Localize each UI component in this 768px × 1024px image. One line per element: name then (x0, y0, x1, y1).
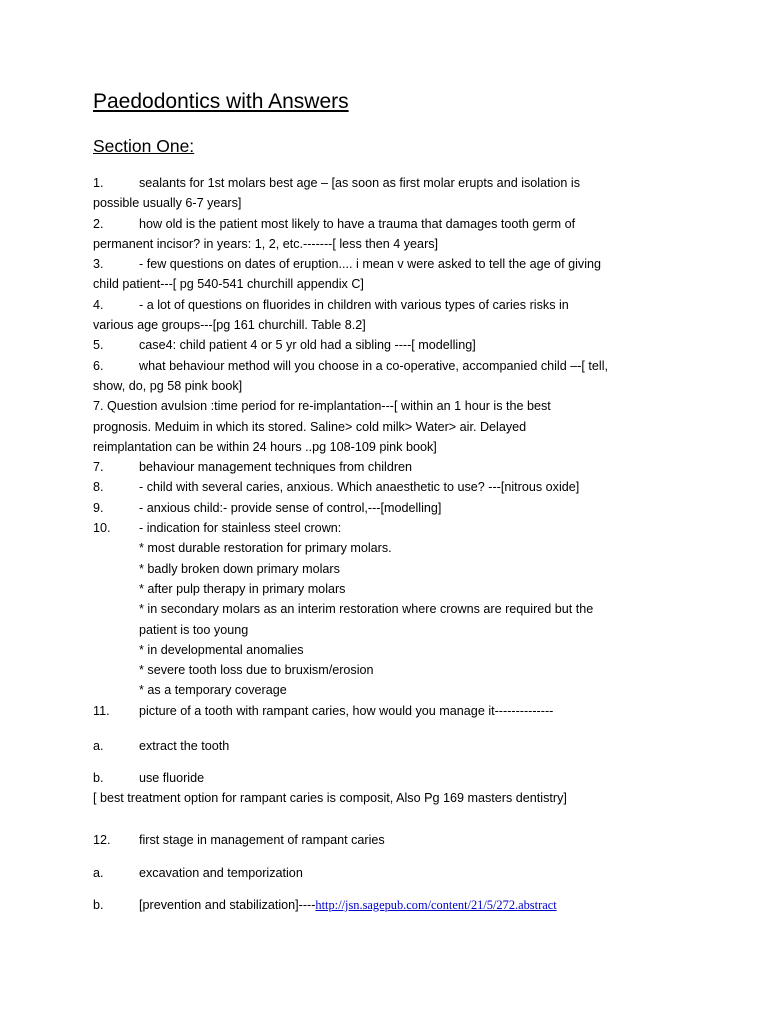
item-number: 1. (93, 176, 104, 190)
bullet-item-continuation (93, 620, 683, 640)
item-text: prognosis. Meduim in which its stored. Saline> cold milk> Water> air. Delayed (93, 419, 527, 434)
item-number: 5. (93, 338, 104, 353)
bullet-item (93, 660, 683, 680)
option-letter: a. (93, 739, 104, 753)
list-item (93, 498, 683, 518)
list-item-continuation (93, 376, 683, 396)
item-number: 9. (93, 500, 104, 515)
item-text: show, do, pg 58 pink book] (93, 378, 243, 393)
option-answer: [prevention and stabilization]---- (139, 898, 316, 912)
list-item (93, 295, 683, 315)
list-item-continuation (93, 193, 683, 213)
item-text: child patient---[ pg 540-541 churchill appendix C] (93, 277, 364, 292)
bullet-text: * after pulp therapy in primary molars (139, 581, 346, 596)
bullet-text: * in secondary molars as an interim restoration where crowns are required but the (139, 602, 594, 617)
item-text: how old is the patient most likely to have a trauma that damages tooth germ of (139, 216, 576, 231)
bullet-text: * badly broken down primary molars (139, 561, 340, 576)
option-text (139, 895, 557, 915)
item-number: 8. (93, 480, 104, 495)
list-item (93, 518, 683, 538)
option-letter: b. (93, 771, 104, 785)
option-item (93, 895, 683, 915)
bullet-text: * most durable restoration for primary molars. (139, 541, 392, 556)
list-item-continuation (93, 315, 683, 335)
option-text: extract the tooth (139, 739, 230, 753)
list-item (93, 335, 683, 355)
item-number: 6. (93, 358, 104, 373)
bullet-item (93, 599, 683, 619)
item-text: - anxious child:- provide sense of control,---[modelling] (139, 500, 442, 515)
question-list (93, 173, 683, 721)
bullet-item (93, 559, 683, 579)
item-text: - a lot of questions on fluorides in children with various types of caries risks in (139, 297, 569, 312)
item-text: sealants for 1st molars best age – [as soon as first molar erupts and isolation is (139, 176, 580, 190)
bullet-item (93, 680, 683, 700)
list-item (93, 356, 683, 376)
option-list (93, 736, 683, 756)
item-text: behaviour management techniques from children (139, 460, 413, 475)
list-item-continuation (93, 437, 683, 457)
list-item (93, 173, 683, 193)
bullet-item (93, 640, 683, 660)
option-item (93, 863, 683, 883)
item-text: - child with several caries, anxious. Which anaesthetic to use? ---[nitrous oxide] (139, 480, 580, 495)
answer-text: [ best treatment option for rampant caries is composit, Also Pg 169 masters dentistry] (93, 791, 567, 806)
bullet-text: * as a temporary coverage (139, 683, 287, 698)
item-text: - few questions on dates of eruption.... i mean v were asked to tell the age of giving (139, 257, 602, 272)
list-item (93, 477, 683, 497)
question-list (93, 830, 683, 850)
option-text: use fluoride (139, 771, 205, 785)
bullet-item (93, 579, 683, 599)
section-heading: Section One: (93, 136, 195, 156)
list-item-continuation (93, 417, 683, 437)
list-item (93, 830, 683, 850)
document-title: Paedodontics with Answers (93, 90, 349, 113)
reference-link[interactable]: http://jsn.sagepub.com/content/21/5/272.abstract (315, 898, 557, 912)
list-item (93, 214, 683, 234)
item-number: 4. (93, 297, 104, 312)
list-item (93, 254, 683, 274)
bullet-text: * severe tooth loss due to bruxism/erosion (139, 663, 374, 678)
bullet-item (93, 538, 683, 558)
item-number: 3. (93, 257, 104, 272)
list-item (93, 457, 683, 477)
list-item-continuation (93, 274, 683, 294)
item-text: first stage in management of rampant caries (139, 833, 385, 847)
option-text: excavation and temporization (139, 866, 303, 880)
item-text: picture of a tooth with rampant caries, how would you manage it-------------- (139, 703, 554, 718)
option-list (93, 895, 683, 915)
item-text: 7. Question avulsion :time period for re-implantation---[ within an 1 hour is the best (93, 399, 551, 414)
item-text: permanent incisor? in years: 1, 2, etc.-------[ less then 4 years] (93, 236, 439, 251)
item-text: what behaviour method will you choose in a co-operative, accompanied child –-[ tell, (139, 358, 609, 373)
option-letter: b. (93, 898, 104, 912)
item-text: case4: child patient 4 or 5 yr old had a sibling ----[ modelling] (139, 338, 476, 353)
list-item (93, 396, 683, 416)
bullet-text: patient is too young (139, 622, 249, 637)
item-text: possible usually 6-7 years] (93, 196, 242, 211)
item-number: 12. (93, 833, 111, 847)
item-number: 11. (93, 703, 110, 718)
option-item (93, 768, 683, 788)
answer-line (93, 788, 683, 808)
bullet-text: * in developmental anomalies (139, 642, 304, 657)
item-number: 10. (93, 521, 111, 536)
list-item-continuation (93, 234, 683, 254)
option-list (93, 863, 683, 883)
list-item (93, 701, 683, 721)
option-letter: a. (93, 866, 104, 880)
item-text: reimplantation can be within 24 hours ..pg 108-109 pink book] (93, 439, 437, 454)
item-text: various age groups---[pg 161 churchill. Table 8.2] (93, 318, 366, 333)
item-number: 7. (93, 460, 104, 475)
option-item (93, 736, 683, 756)
item-text: - indication for stainless steel crown: (139, 521, 342, 536)
item-number: 2. (93, 216, 104, 231)
option-list (93, 768, 683, 809)
